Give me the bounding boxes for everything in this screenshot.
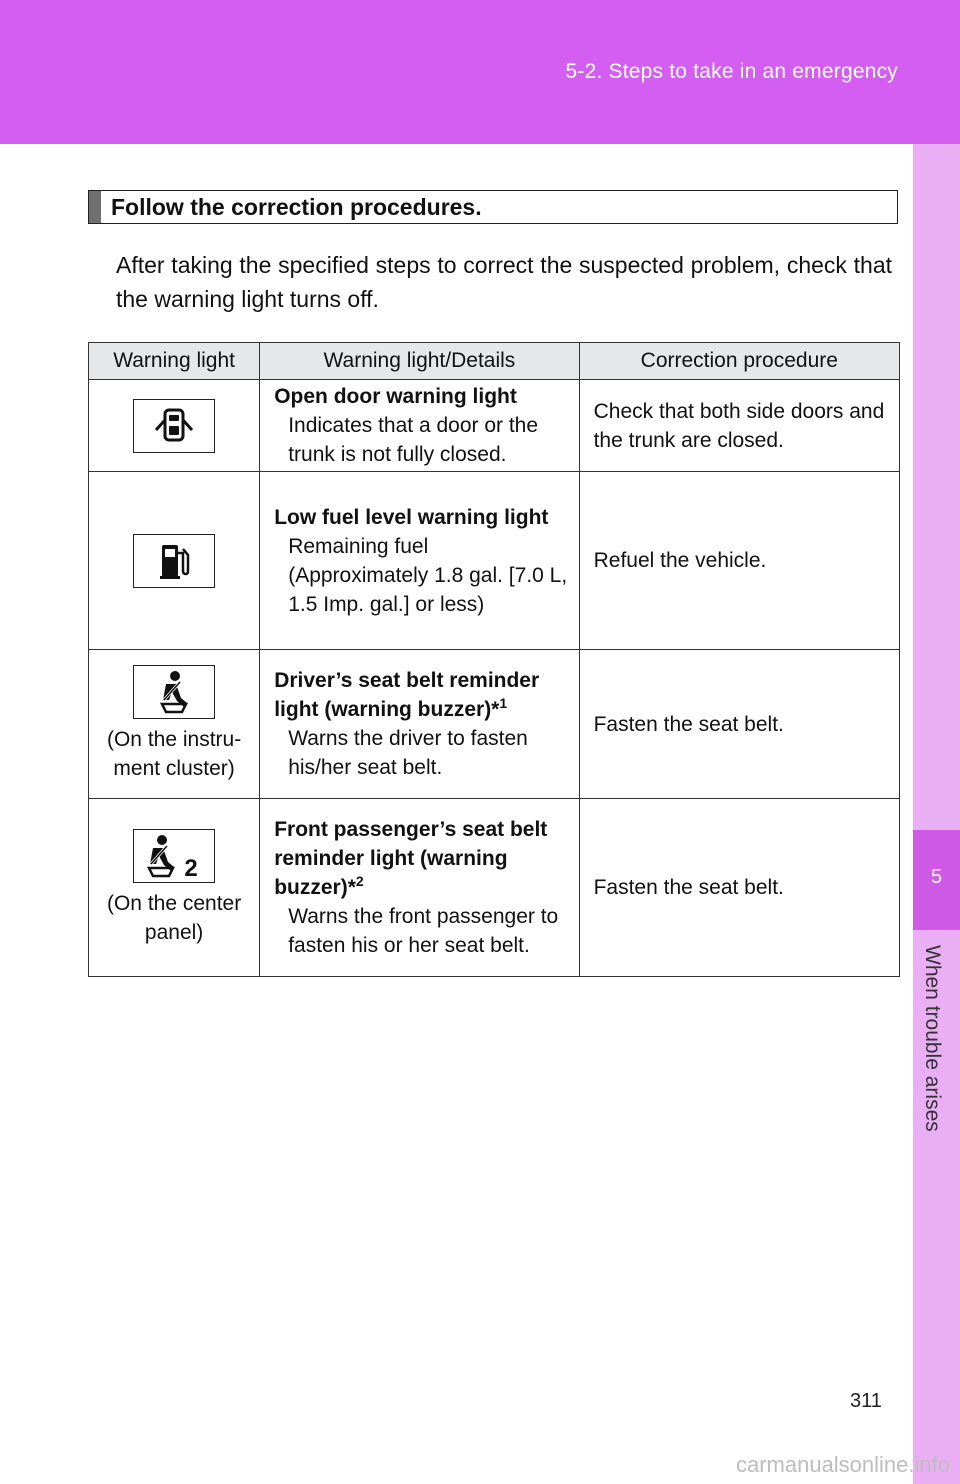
table-row [89, 472, 900, 650]
heading-bar [89, 191, 101, 223]
warning-title: Low fuel level warning light [274, 505, 549, 529]
warning-light-cell [89, 380, 260, 472]
details-cell [260, 380, 579, 472]
passenger-seat-belt-icon [133, 829, 215, 883]
warning-title: Open door warning light [274, 385, 517, 408]
details-cell [260, 650, 579, 799]
details-cell [260, 472, 579, 650]
column-header: Warning light [89, 343, 260, 380]
table-row [89, 380, 900, 472]
column-header: Warning light/Details [260, 343, 579, 380]
warning-title: Driver’s seat belt reminder light (warning buzzer)*$^1$ [274, 669, 540, 721]
section-title: Follow the correction procedures. [111, 194, 482, 220]
chapter-title: When trouble arises [921, 945, 944, 1132]
warning-light-table [88, 342, 900, 977]
icon-location-note: (On the center panel) [106, 891, 242, 944]
warning-details: Indicates that a door or the trunk is not fully closed. [288, 414, 539, 466]
procedure-cell: Check that both side doors and the trunk are closed. [579, 380, 899, 472]
warning-details: Warns the driver to fasten his/her seat belt. [288, 727, 528, 779]
svg-text:2: 2 [184, 854, 198, 878]
warning-title: Front passenger’s seat belt reminder light (warning buzzer)*$^2$ [274, 818, 548, 899]
column-header: Correction procedure [579, 343, 899, 380]
warning-light-cell [89, 472, 260, 650]
page-number: 311 [850, 1390, 882, 1412]
procedure-cell: Refuel the vehicle. [579, 472, 899, 650]
procedure-cell: Fasten the seat belt. [579, 650, 899, 799]
watermark: carmanualsonline.info [735, 1452, 950, 1477]
icon-location-note: (On the instru- ment cluster) [106, 728, 242, 780]
header-section-title: 5-2. Steps to take in an emergency [565, 60, 898, 83]
chapter-number: 5 [930, 866, 943, 888]
section-heading [88, 190, 898, 224]
warning-details: Warns the front passenger to fasten his or her seat belt. [288, 905, 559, 957]
intro-paragraph: After taking the specified steps to correct the suspected problem, check that the warning light turns off. [116, 252, 892, 312]
details-cell [260, 799, 579, 977]
warning-light-cell [89, 650, 260, 799]
table-header-row [89, 343, 900, 380]
open-door-icon [133, 399, 215, 453]
chapter-number-tab[interactable] [913, 830, 960, 930]
procedure-cell: Fasten the seat belt. [579, 799, 899, 977]
warning-light-cell [89, 799, 260, 977]
table-row [89, 799, 900, 977]
table-row [89, 650, 900, 799]
side-tab [913, 144, 960, 1484]
warning-details: Remaining fuel (Approximately 1.8 gal. [7.0 L, 1.5 Imp. gal.] or less) [288, 534, 568, 616]
page-header [0, 0, 960, 144]
seat-belt-icon [133, 665, 215, 719]
fuel-pump-icon [133, 534, 215, 588]
